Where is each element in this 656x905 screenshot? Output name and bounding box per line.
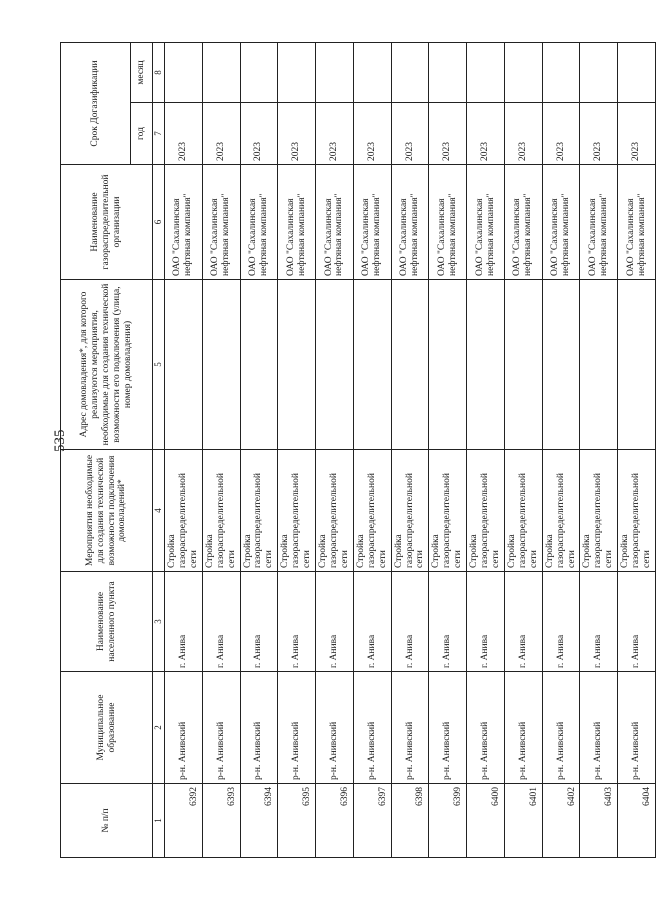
year-cell: 2023 (202, 103, 240, 165)
header-address: Адрес домовладения*, для которого реализуются мероприятия, необходимые для создания технической возможности его подключения (улица, номер домовладения) (61, 280, 153, 450)
row-number: 6399 (429, 784, 467, 858)
column-index-cell: 7 (153, 103, 165, 165)
year-cell: 2023 (391, 103, 429, 165)
organization-cell: ОАО "Сахалинская нефтяная компания" (240, 165, 278, 280)
measure-cell: Стройка газораспределительной сети (202, 450, 240, 572)
organization-cell: ОАО "Сахалинская нефтяная компания" (165, 165, 203, 280)
municipality-cell: р-н. Анивский (504, 672, 542, 784)
column-index-row (153, 43, 165, 858)
month-cell (391, 43, 429, 103)
address-cell (391, 280, 429, 450)
measure-cell: Стройка газораспределительной сети (542, 450, 580, 572)
settlement-cell: г. Анива (278, 572, 316, 672)
organization-cell: ОАО "Сахалинская нефтяная компания" (504, 165, 542, 280)
address-cell (240, 280, 278, 450)
municipality-cell: р-н. Анивский (467, 672, 505, 784)
column-index-cell: 1 (153, 784, 165, 858)
organization-cell: ОАО "Сахалинская нефтяная компания" (278, 165, 316, 280)
settlement-cell: г. Анива (353, 572, 391, 672)
municipality-cell: р-н. Анивский (316, 672, 354, 784)
municipality-cell: р-н. Анивский (165, 672, 203, 784)
row-number: 6398 (391, 784, 429, 858)
month-cell (618, 43, 656, 103)
table-body (165, 43, 656, 858)
table-row (467, 43, 505, 858)
header-settlement: Наименование населенного пункта (61, 572, 153, 672)
organization-cell: ОАО "Сахалинская нефтяная компания" (467, 165, 505, 280)
month-cell (240, 43, 278, 103)
year-cell: 2023 (467, 103, 505, 165)
measure-cell: Стройка газораспределительной сети (353, 450, 391, 572)
table-row (240, 43, 278, 858)
settlement-cell: г. Анива (467, 572, 505, 672)
settlement-cell: г. Анива (316, 572, 354, 672)
settlement-cell: г. Анива (504, 572, 542, 672)
municipality-cell: р-н. Анивский (542, 672, 580, 784)
year-cell: 2023 (504, 103, 542, 165)
municipality-cell: р-н. Анивский (391, 672, 429, 784)
table-row (504, 43, 542, 858)
year-cell: 2023 (542, 103, 580, 165)
header-organization: Наименование газораспределительной организации (61, 165, 153, 280)
row-number: 6400 (467, 784, 505, 858)
rotated-table-container (60, 43, 653, 858)
settlement-cell: г. Анива (580, 572, 618, 672)
organization-cell: ОАО "Сахалинская нефтяная компания" (429, 165, 467, 280)
municipality-cell: р-н. Анивский (429, 672, 467, 784)
header-month: месяц (131, 43, 153, 103)
municipality-cell: р-н. Анивский (202, 672, 240, 784)
page-number: 535 (52, 429, 68, 452)
table-row (165, 43, 203, 858)
row-number: 6395 (278, 784, 316, 858)
table-row (353, 43, 391, 858)
column-index-cell: 2 (153, 672, 165, 784)
row-number: 6392 (165, 784, 203, 858)
table-row (580, 43, 618, 858)
column-index-cell: 4 (153, 450, 165, 572)
year-cell: 2023 (240, 103, 278, 165)
table-row (278, 43, 316, 858)
table-row (202, 43, 240, 858)
municipality-cell: р-н. Анивский (618, 672, 656, 784)
header-row (61, 43, 131, 858)
settlement-cell: г. Анива (240, 572, 278, 672)
address-cell (504, 280, 542, 450)
row-number: 6402 (542, 784, 580, 858)
address-cell (278, 280, 316, 450)
measure-cell: Стройка газораспределительной сети (391, 450, 429, 572)
row-number: 6394 (240, 784, 278, 858)
year-cell: 2023 (278, 103, 316, 165)
month-cell (429, 43, 467, 103)
settlement-cell: г. Анива (391, 572, 429, 672)
header-deadline: Срок Догазификации (61, 43, 131, 165)
row-number: 6393 (202, 784, 240, 858)
organization-cell: ОАО "Сахалинская нефтяная компания" (391, 165, 429, 280)
year-cell: 2023 (618, 103, 656, 165)
organization-cell: ОАО "Сахалинская нефтяная компания" (542, 165, 580, 280)
year-cell: 2023 (316, 103, 354, 165)
month-cell (278, 43, 316, 103)
year-cell: 2023 (580, 103, 618, 165)
address-cell (316, 280, 354, 450)
address-cell (580, 280, 618, 450)
measure-cell: Стройка газораспределительной сети (316, 450, 354, 572)
column-index-cell: 3 (153, 572, 165, 672)
measure-cell: Стройка газораспределительной сети (165, 450, 203, 572)
month-cell (353, 43, 391, 103)
header-municipality: Муниципальное образование (61, 672, 153, 784)
row-number: 6404 (618, 784, 656, 858)
measure-cell: Стройка газораспределительной сети (278, 450, 316, 572)
month-cell (504, 43, 542, 103)
measure-cell: Стройка газораспределительной сети (504, 450, 542, 572)
column-index-cell: 6 (153, 165, 165, 280)
month-cell (542, 43, 580, 103)
year-cell: 2023 (353, 103, 391, 165)
organization-cell: ОАО "Сахалинская нефтяная компания" (618, 165, 656, 280)
month-cell (467, 43, 505, 103)
settlement-cell: г. Анива (429, 572, 467, 672)
address-cell (165, 280, 203, 450)
row-number: 6396 (316, 784, 354, 858)
address-cell (353, 280, 391, 450)
table-row (429, 43, 467, 858)
measure-cell: Стройка газораспределительной сети (467, 450, 505, 572)
organization-cell: ОАО "Сахалинская нефтяная компания" (202, 165, 240, 280)
municipality-cell: р-н. Анивский (240, 672, 278, 784)
organization-cell: ОАО "Сахалинская нефтяная компания" (353, 165, 391, 280)
organization-cell: ОАО "Сахалинская нефтяная компания" (580, 165, 618, 280)
organization-cell: ОАО "Сахалинская нефтяная компания" (316, 165, 354, 280)
column-index-cell: 5 (153, 280, 165, 450)
municipality-cell: р-н. Анивский (580, 672, 618, 784)
header-num: № п/п (61, 784, 153, 858)
measure-cell: Стройка газораспределительной сети (618, 450, 656, 572)
gasification-table (60, 42, 656, 858)
month-cell (316, 43, 354, 103)
settlement-cell: г. Анива (542, 572, 580, 672)
column-index-cell: 8 (153, 43, 165, 103)
address-cell (542, 280, 580, 450)
month-cell (580, 43, 618, 103)
address-cell (202, 280, 240, 450)
header-measures: Мероприятия необходимые для создания технической возможности подключения домовладений* (61, 450, 153, 572)
settlement-cell: г. Анива (202, 572, 240, 672)
measure-cell: Стройка газораспределительной сети (429, 450, 467, 572)
year-cell: 2023 (165, 103, 203, 165)
month-cell (165, 43, 203, 103)
table-row (391, 43, 429, 858)
measure-cell: Стройка газораспределительной сети (240, 450, 278, 572)
municipality-cell: р-н. Анивский (353, 672, 391, 784)
address-cell (618, 280, 656, 450)
row-number: 6403 (580, 784, 618, 858)
measure-cell: Стройка газораспределительной сети (580, 450, 618, 572)
table-row (618, 43, 656, 858)
header-year: год (131, 103, 153, 165)
municipality-cell: р-н. Анивский (278, 672, 316, 784)
settlement-cell: г. Анива (618, 572, 656, 672)
table-row (542, 43, 580, 858)
table-row (316, 43, 354, 858)
address-cell (467, 280, 505, 450)
year-cell: 2023 (429, 103, 467, 165)
row-number: 6401 (504, 784, 542, 858)
row-number: 6397 (353, 784, 391, 858)
month-cell (202, 43, 240, 103)
settlement-cell: г. Анива (165, 572, 203, 672)
address-cell (429, 280, 467, 450)
